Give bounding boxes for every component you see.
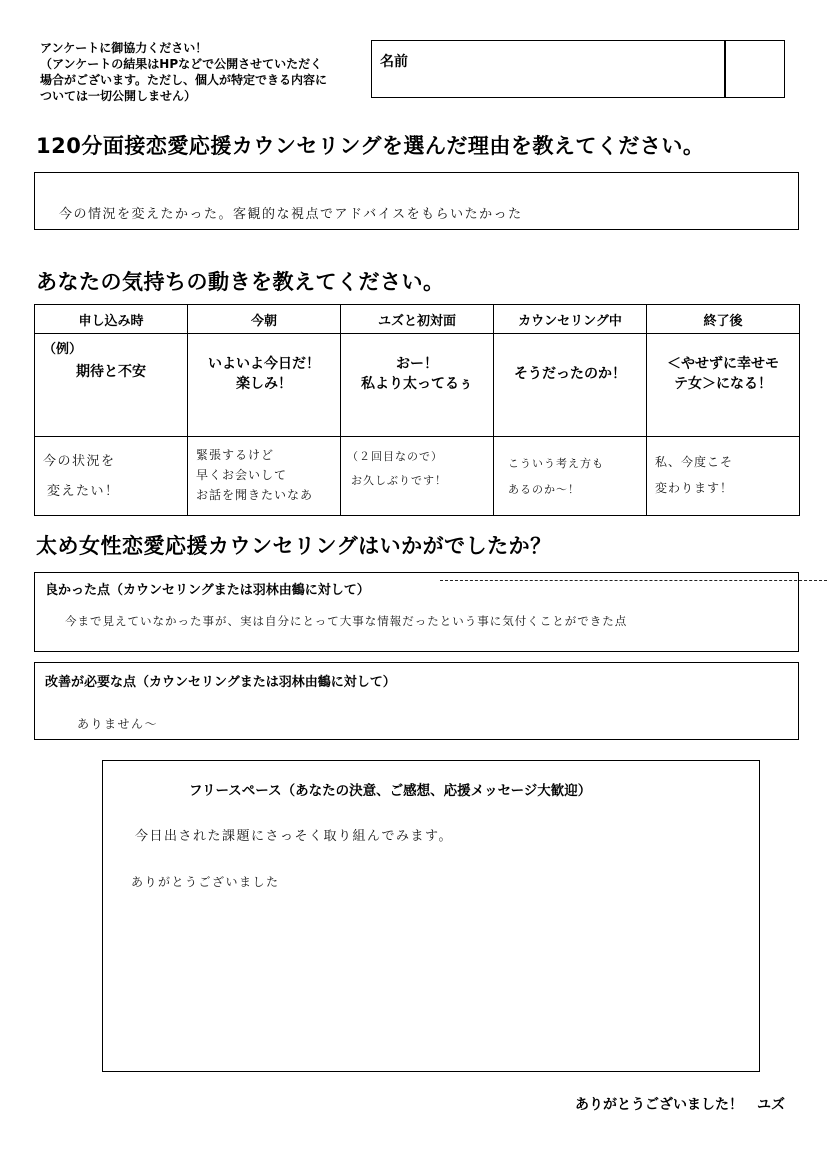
answer-text: あるのか～！: [508, 483, 580, 496]
answer-cell[interactable]: [494, 437, 647, 516]
answer-text: 変えたい！: [47, 484, 120, 499]
header-apply: 申し込み時: [35, 305, 188, 334]
free-space-title: フリースペース（あなたの決意、ご感想、応援メッセージ大歓迎）: [189, 783, 592, 799]
example-cell: [647, 334, 800, 437]
header-during-counseling: カウンセリング中: [494, 305, 647, 334]
scan-line-artifact: [440, 580, 827, 581]
example-text: 期待と不安: [76, 364, 146, 380]
good-points-label: 良かった点（カウンセリングまたは羽林由鶴に対して）: [45, 583, 370, 598]
header-this-morning: 今朝: [188, 305, 341, 334]
example-cell: [494, 334, 647, 437]
notice-line: 場合がございます。ただし、個人が特定できる内容に: [40, 73, 328, 87]
example-text: 楽しみ！: [236, 376, 292, 392]
feelings-header-row: [35, 305, 800, 334]
name-box-divider: [724, 41, 726, 97]
example-cell: [35, 334, 188, 437]
improvement-label: 改善が必要な点（カウンセリングまたは羽林由鶴に対して）: [45, 675, 396, 690]
header-after: 終了後: [647, 305, 800, 334]
answer-text: お話を聞きたいなあ: [196, 488, 314, 502]
answer-text: 緊張するけど: [196, 448, 275, 462]
name-field[interactable]: [371, 40, 785, 98]
example-cell: [188, 334, 341, 437]
answer-cell[interactable]: [341, 437, 494, 516]
answer-cell[interactable]: [35, 437, 188, 516]
answer-cell[interactable]: [647, 437, 800, 516]
survey-notice: [40, 40, 370, 104]
example-text: おー！: [396, 356, 438, 372]
example-label: （例）: [43, 342, 83, 357]
name-label: 名前: [380, 54, 408, 70]
example-text: ＜やせずに幸せモ: [667, 356, 779, 372]
example-text: いよいよ今日だ！: [208, 356, 320, 372]
notice-line: アンケートに御協力ください！: [40, 41, 208, 55]
notice-line: （アンケートの結果はHPなどで公開させていただく: [40, 57, 323, 71]
question-3-title: 太め女性恋愛応援カウンセリングはいかがでしたか？: [36, 534, 552, 558]
good-points-answer: 今まで見えていなかった事が、実は自分にとって大事な情報だったという事に気付くことができた点: [65, 614, 628, 628]
answer-text: 早くお会いして: [196, 468, 288, 482]
answer-text: 今の状況を: [43, 454, 116, 469]
free-space-line: 今日出された課題にさっそく取り組んでみます。: [135, 829, 453, 844]
answer-cell[interactable]: [188, 437, 341, 516]
example-text: テ女＞になる！: [674, 376, 772, 392]
question-1-answer-box[interactable]: [34, 172, 799, 230]
free-space-line: ありがとうございました: [131, 875, 280, 889]
answer-text: 変わります！: [655, 481, 734, 495]
example-text: そうだったのか！: [514, 366, 626, 382]
answer-text: （２回目なので）: [347, 450, 443, 463]
question-1-answer: 今の情況を変えたかった。客観的な視点でアドバイスをもらいたかった: [59, 207, 523, 222]
answer-text: お久しぶりです！: [351, 474, 447, 487]
good-points-box[interactable]: [34, 572, 799, 652]
question-1-title: 120分面接恋愛応援カウンセリングを選んだ理由を教えてください。: [36, 134, 705, 158]
feelings-example-row: [35, 334, 800, 437]
answer-text: こういう考え方も: [508, 457, 604, 470]
answer-text: 私、今度こそ: [655, 455, 734, 469]
notice-line: ついては一切公開しません）: [40, 89, 197, 103]
free-space-box[interactable]: [102, 760, 760, 1072]
example-text: 私より太ってるぅ: [361, 376, 473, 392]
feelings-table: [34, 304, 800, 516]
feelings-answer-row: [35, 437, 800, 516]
improvement-answer: ありません～: [77, 717, 159, 731]
example-cell: [341, 334, 494, 437]
improvement-box[interactable]: [34, 662, 799, 740]
question-2-title: あなたの気持ちの動きを教えてください。: [36, 270, 445, 294]
footer-thanks: ありがとうございました！ ユズ: [575, 1097, 785, 1113]
header-first-meeting: ユズと初対面: [341, 305, 494, 334]
